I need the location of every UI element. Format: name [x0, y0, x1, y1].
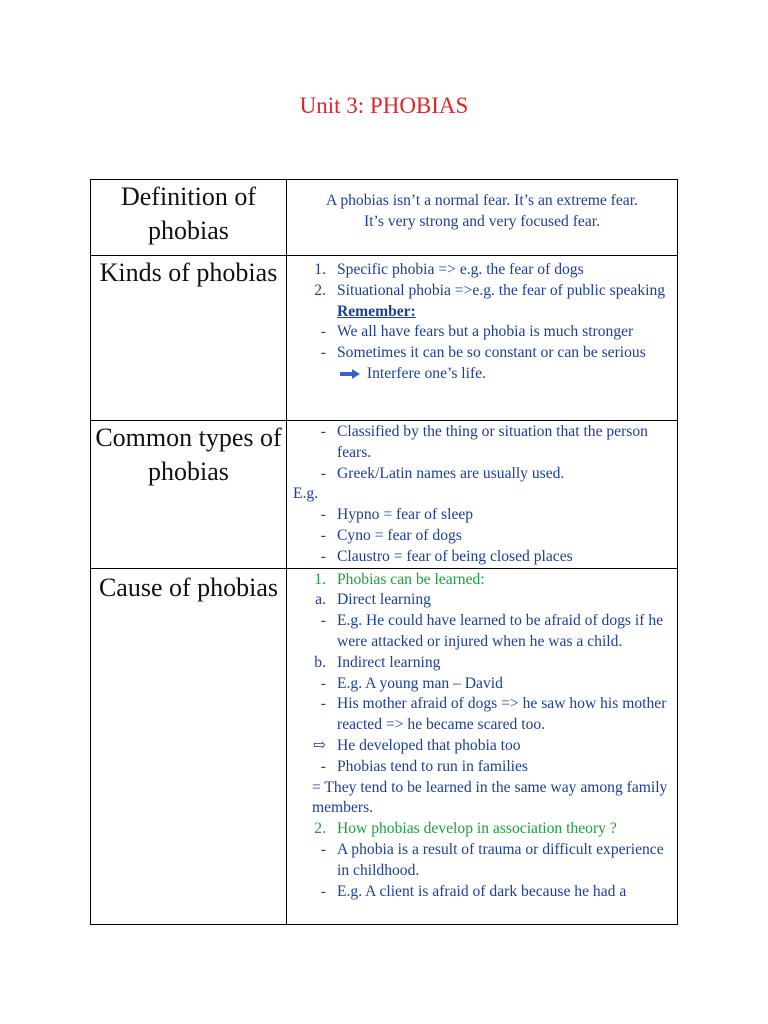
cause-content [287, 568, 678, 924]
list-item: - E.g. A client is afraid of dark because he had a [320, 882, 627, 900]
eg-label: E.g. [293, 485, 319, 503]
list-item: - E.g. A young man – David [320, 674, 503, 692]
table-row-definition [91, 180, 678, 256]
list-item: - Phobias tend to run in families [320, 757, 529, 775]
hollow-arrow-icon: ⇨ [312, 736, 326, 754]
list-item: 1. Specific phobia => e.g. the fear of dogs [314, 261, 584, 278]
remember-heading: Remember: [337, 302, 416, 320]
table-row-common [91, 421, 678, 569]
row-label-definition: Definition of phobias [91, 180, 287, 256]
definition-content [287, 180, 678, 256]
list-item: ⇨ He developed that phobia too [287, 736, 671, 757]
section-heading: 1. Phobias can be learned: [314, 570, 485, 588]
section-heading: 2. How phobias develop in association theory ? [314, 820, 617, 838]
list-item: a. Direct learning [315, 591, 431, 609]
page-title: Unit 3: PHOBIAS [299, 93, 469, 118]
definition-line-2: It’s very strong and very focused fear. [364, 212, 600, 230]
list-item: - Claustro = fear of being closed places [320, 547, 573, 565]
list-item: - Cyno = fear of dogs [320, 526, 462, 544]
list-item: - His mother afraid of dogs => he saw how his mother reacted => he became scared too. [320, 695, 667, 734]
list-item: - Classified by the thing or situation that the person fears. [320, 423, 648, 461]
list-item: - Sometimes it can be so constant or can be serious Interfere one’s life. [320, 344, 646, 382]
table-row-kinds [91, 256, 678, 421]
list-item: - A phobia is a result of trauma or difficult experience in childhood. [320, 840, 664, 879]
list-item: 2. Situational phobia =>e.g. the fear of public speaking [314, 281, 666, 299]
phobia-table [90, 179, 678, 925]
equation-note: = They tend to be learned in the same way among family members. [312, 778, 668, 817]
row-label-common: Common types of phobias [91, 421, 287, 569]
list-item: b. Indirect learning [314, 653, 441, 671]
row-label-kinds: Kinds of phobias [91, 256, 287, 421]
definition-line-1: A phobias isn’t a normal fear. It’s an extreme fear. [326, 192, 638, 209]
right-arrow-icon [337, 368, 363, 380]
list-item: - We all have fears but a phobia is much stronger [320, 323, 634, 341]
common-content [287, 421, 678, 569]
row-label-cause: Cause of phobias [91, 568, 287, 924]
list-item: - E.g. He could have learned to be afraid of dogs if he were attacked or injured when he was a child. [320, 612, 664, 650]
table-row-cause [91, 568, 678, 924]
list-item: - Greek/Latin names are usually used. [320, 464, 565, 482]
list-item: - Hypno = fear of sleep [320, 506, 474, 524]
kinds-content [287, 256, 678, 421]
